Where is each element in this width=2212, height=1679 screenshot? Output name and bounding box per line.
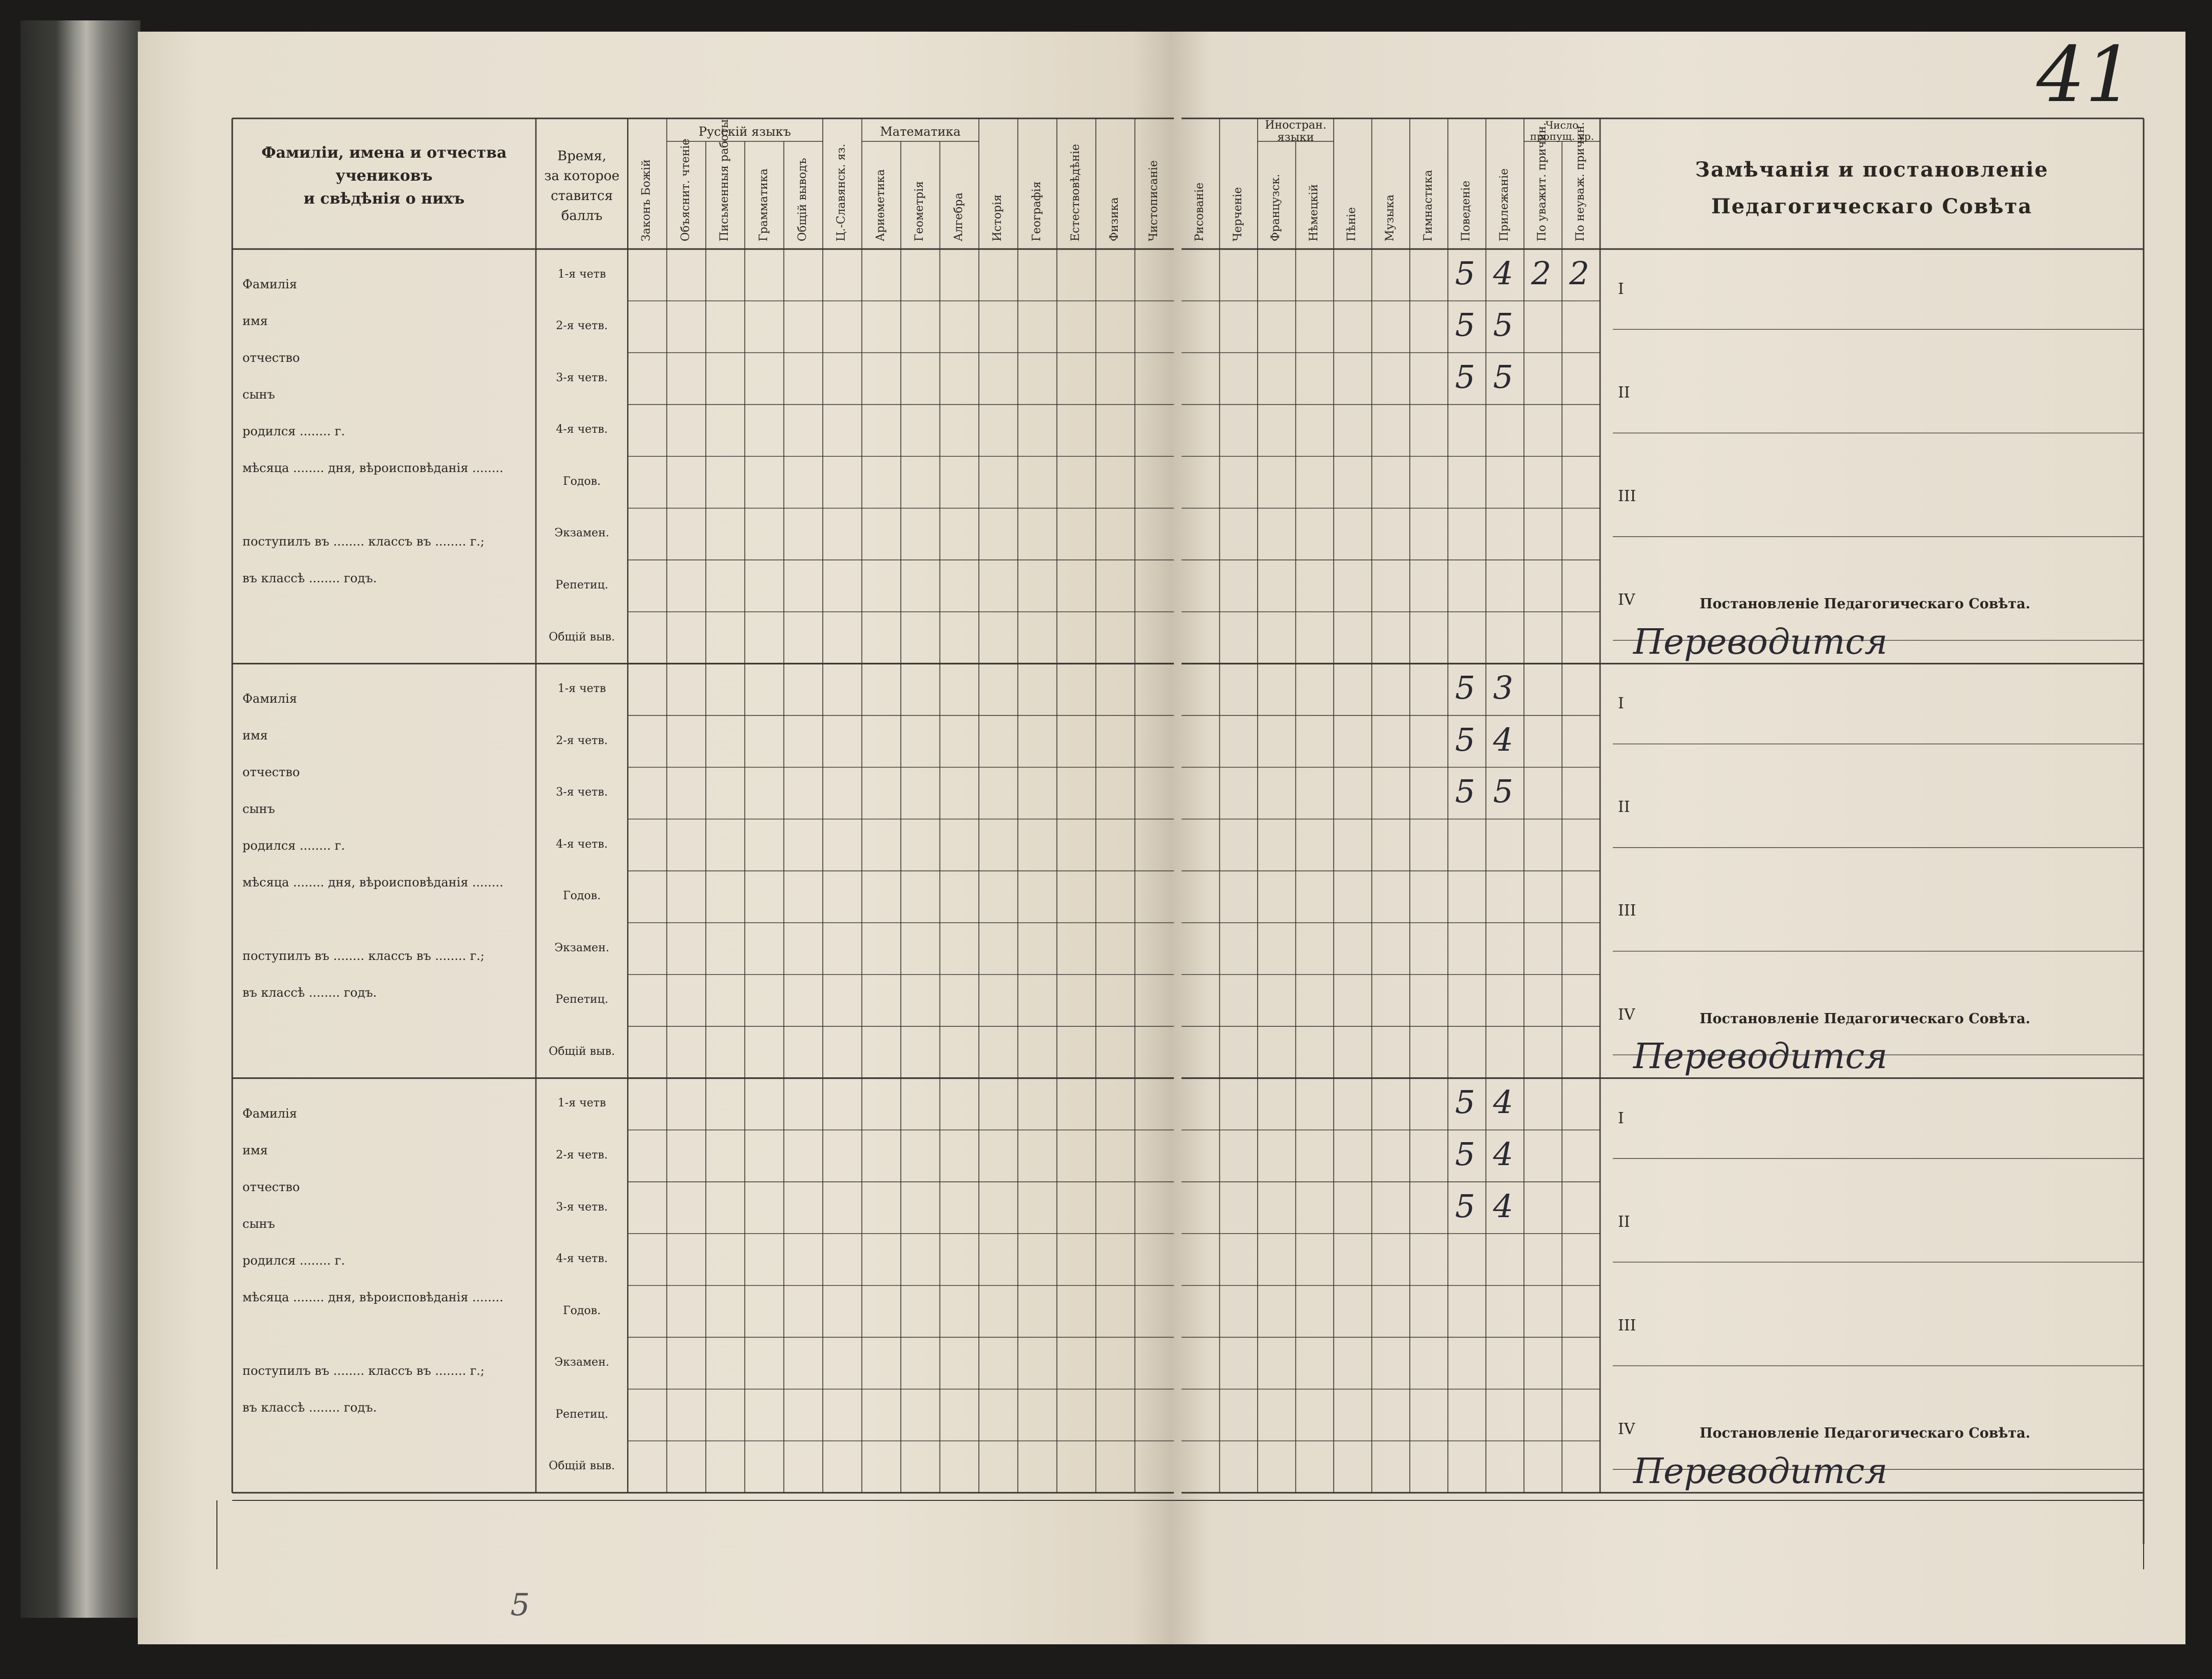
student-field: отчество (242, 765, 300, 780)
period-label: 2-я четв. (556, 319, 608, 333)
quarter-roman: I (1618, 695, 1624, 713)
grade-mark: 3 (1493, 669, 1513, 707)
subject-header: Черченiе (1231, 187, 1244, 241)
grade-mark: 5 (1455, 306, 1476, 344)
math-group-header: Математика (880, 125, 961, 139)
decision-label: Постановленiе Педагогическаго Совѣта. (1700, 1425, 2030, 1441)
quarter-roman: I (1618, 1109, 1624, 1127)
subject-header: Геометрiя (913, 181, 926, 241)
grade-mark: 5 (1493, 358, 1513, 396)
period-label: Экзамен. (554, 941, 609, 954)
quarter-roman: III (1618, 902, 1636, 920)
grade-mark: 2 (1569, 254, 1589, 292)
grade-mark: 5 (1455, 669, 1476, 707)
subject-header: Ц.-Славянск. яз. (835, 143, 848, 241)
student-field: родился ........ г. (242, 838, 345, 853)
period-label: 1-я четв (557, 1097, 606, 1110)
grade-mark: 5 (1493, 773, 1513, 810)
period-label: 1-я четв (557, 267, 606, 281)
student-field: въ классѣ ........ годъ. (242, 1400, 377, 1415)
student-field: сынъ (242, 387, 275, 402)
subject-header: Гимнастика (1421, 169, 1435, 241)
page-number: 41 (2036, 31, 2134, 119)
subject-header: Объяснит. чтенiе (679, 138, 692, 241)
period-label: 1-я четв (557, 682, 606, 696)
quarter-roman: III (1618, 1316, 1636, 1335)
student-field: сынъ (242, 802, 275, 817)
grade-mark: 4 (1493, 1083, 1513, 1121)
period-label: Общiй выв. (549, 1460, 615, 1473)
quarter-roman: IV (1618, 591, 1635, 609)
names-header: Фамилiи, имена и отчества учениковъ и свѣдѣнiя о нихъ (261, 144, 507, 208)
student-field: Фамилiя (242, 1106, 297, 1121)
quarter-roman: II (1618, 384, 1630, 402)
period-label: Годов. (563, 475, 601, 488)
period-label: Экзамен. (554, 527, 609, 540)
grade-mark: 4 (1493, 1187, 1513, 1225)
period-label: 3-я четв. (556, 371, 608, 384)
subject-header: По уважит. причин. (1536, 122, 1549, 241)
quarter-roman: II (1618, 1213, 1630, 1231)
grade-mark: 5 (1455, 1135, 1476, 1173)
subject-header: Общiй выводъ (796, 158, 809, 241)
russian-group-header: Русскiй языкъ (698, 125, 791, 139)
decision-handwriting: Переводится (1633, 1451, 1888, 1492)
period-label: 2-я четв. (556, 734, 608, 747)
decision-label: Постановленiе Педагогическаго Совѣта. (1700, 1010, 2030, 1027)
student-field: мѣсяца ........ дня, вѣроисповѣданiя ........ (242, 875, 504, 890)
student-field: родился ........ г. (242, 1253, 345, 1268)
decision-handwriting: Переводится (1633, 1036, 1888, 1077)
student-field: имя (242, 1143, 268, 1157)
time-header: Время, за которое ставится баллъ (544, 149, 620, 224)
subject-header: Исторiя (991, 194, 1004, 241)
period-label: Репетиц. (555, 993, 608, 1006)
student-field: Фамилiя (242, 277, 297, 291)
period-label: 4-я четв. (556, 423, 608, 436)
grade-mark: 4 (1493, 254, 1513, 292)
subject-header: Поведенiе (1460, 180, 1473, 241)
foreign-group-header: Иностран. языки (1265, 119, 1326, 144)
period-label: 2-я четв. (556, 1148, 608, 1162)
period-label: 3-я четв. (556, 786, 608, 799)
period-label: Годов. (563, 890, 601, 903)
grade-mark: 5 (1455, 358, 1476, 396)
grade-mark: 5 (1455, 1187, 1476, 1225)
period-label: Годов. (563, 1304, 601, 1317)
period-label: 4-я четв. (556, 1252, 608, 1266)
quarter-roman: II (1618, 798, 1630, 817)
subject-header: Грамматика (757, 168, 770, 241)
subject-header: Естествовѣдѣнiе (1069, 144, 1082, 241)
grade-mark: 5 (1455, 1083, 1476, 1121)
period-label: 3-я четв. (556, 1200, 608, 1214)
subject-header: Прилежанiе (1497, 168, 1511, 241)
remarks-header: Замѣчанiя и постановленiе Педагогическаго Совѣта (1695, 158, 2049, 218)
subject-header: Законъ Божiй (640, 159, 653, 241)
subject-header: Французск. (1269, 174, 1283, 241)
student-field: въ классѣ ........ годъ. (242, 571, 377, 585)
student-field: имя (242, 728, 268, 743)
grade-mark: 5 (1455, 773, 1476, 810)
quarter-roman: I (1618, 280, 1624, 298)
quarter-roman: IV (1618, 1005, 1635, 1024)
student-field: поступилъ въ ........ классъ въ ........ г.; (242, 949, 485, 964)
subject-header: Чистописанiе (1147, 160, 1160, 241)
grade-mark: 2 (1531, 254, 1552, 292)
subject-header: Рисованiе (1193, 182, 1207, 241)
missed-group-header: Число пропущ. ур. (1530, 119, 1594, 142)
student-field: родился ........ г. (242, 424, 345, 438)
decision-label: Постановленiе Педагогическаго Совѣта. (1700, 596, 2030, 612)
subject-header: Нѣмецкiй (1307, 184, 1320, 241)
decision-handwriting: Переводится (1633, 622, 1888, 663)
subject-header: Алгебра (952, 192, 965, 241)
student-field: мѣсяца ........ дня, вѣроисповѣданiя ........ (242, 461, 504, 475)
quarter-roman: IV (1618, 1420, 1635, 1438)
subject-header: Ариѳметика (874, 169, 887, 241)
subject-header: Письменныя работы (718, 119, 731, 241)
grade-mark: 5 (1493, 306, 1513, 344)
subject-header: Географiя (1030, 181, 1043, 241)
grade-mark: 4 (1493, 1135, 1513, 1173)
period-label: 4-я четв. (556, 837, 608, 851)
student-field: Фамилiя (242, 692, 297, 706)
subject-header: Музыка (1384, 194, 1396, 241)
student-field: сынъ (242, 1216, 275, 1231)
grade-mark: 4 (1493, 721, 1513, 758)
student-field: мѣсяца ........ дня, вѣроисповѣданiя ........ (242, 1290, 504, 1304)
grade-mark: 5 (1455, 721, 1476, 758)
student-field: поступилъ въ ........ классъ въ ........ г.; (242, 534, 485, 549)
period-label: Репетиц. (555, 579, 608, 592)
period-label: Общiй выв. (549, 630, 615, 644)
student-field: въ классѣ ........ годъ. (242, 985, 377, 1000)
period-label: Репетиц. (555, 1408, 608, 1421)
period-label: Экзамен. (554, 1356, 609, 1369)
student-field: отчество (242, 351, 300, 365)
student-field: поступилъ въ ........ классъ въ ........ г.; (242, 1363, 485, 1378)
student-field: имя (242, 314, 268, 328)
subject-header: По неуваж. причин. (1574, 121, 1587, 241)
bottom-pencil-mark: 5 (510, 1587, 530, 1623)
subject-header: Физика (1108, 197, 1121, 241)
student-field: отчество (242, 1179, 300, 1194)
period-label: Общiй выв. (549, 1045, 615, 1058)
subject-header: Пѣнiе (1345, 207, 1359, 241)
quarter-roman: III (1618, 487, 1636, 506)
grade-mark: 5 (1455, 254, 1476, 292)
